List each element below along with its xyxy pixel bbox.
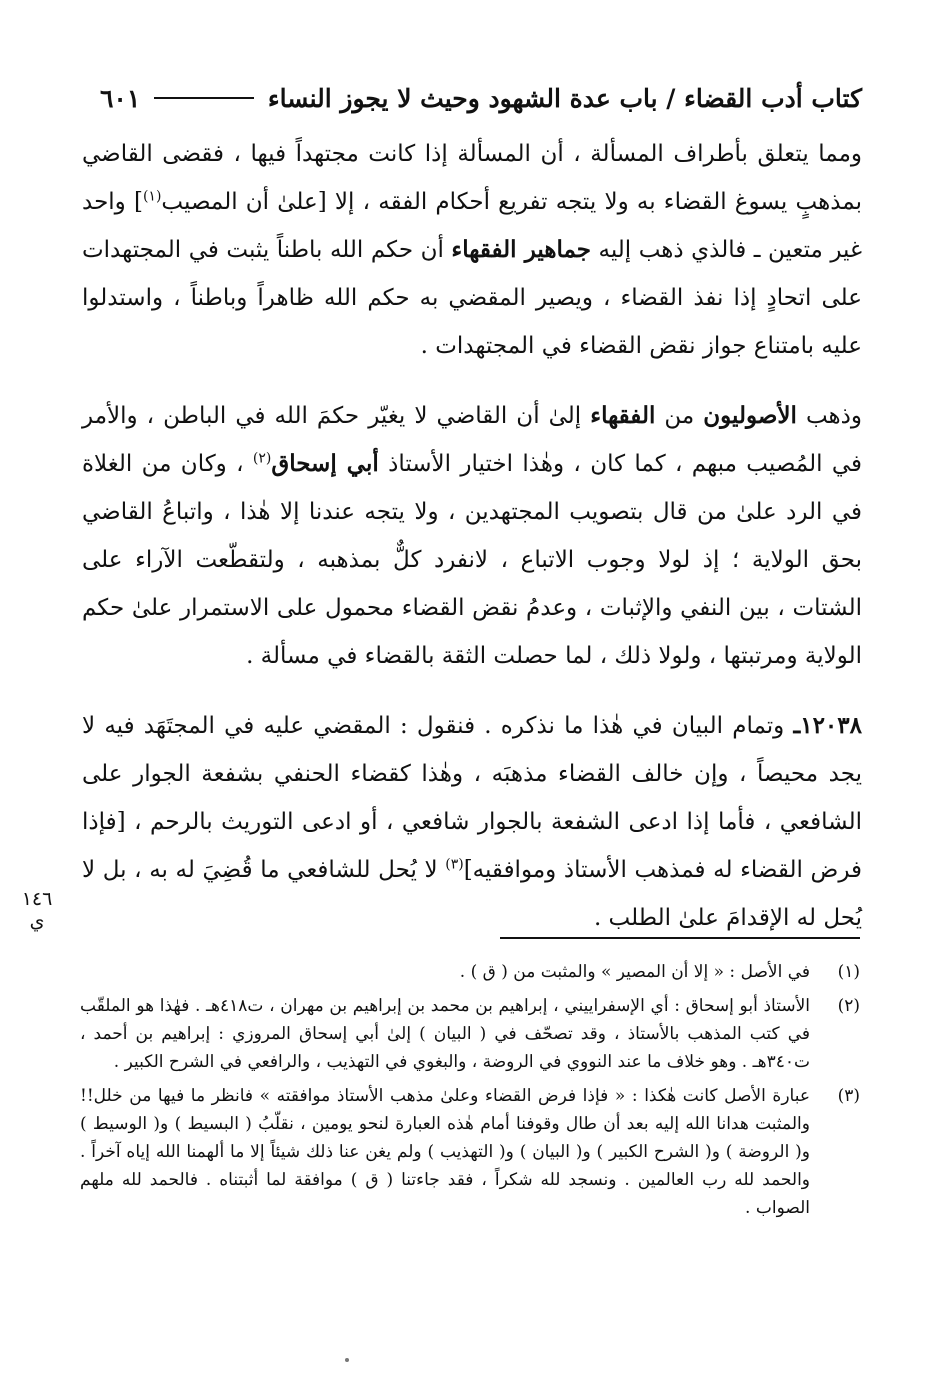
paragraph-2-text-b: من xyxy=(664,403,695,429)
footnote-text: الأستاذ أبو إسحاق : أي الإسفراييني ، إبراهيم بن محمد بن إبراهيم بن مهران ، ت٤١٨هـ . فهٰذا هو الملقّب في كتب المذهب بالأستاذ ، وقد تصحّف في ( البيان ) إلىٰ أبي إسحاق المروزي : إبراهيم بن أحمد ، ت٣٤٠هـ . وهو خلاف ما عند النووي في الروضة ، والبغوي في التهذيب ، والرافعي في الشرح الكبير . xyxy=(80,996,811,1072)
footnote-2 xyxy=(80,992,860,1076)
paragraph-1-text-a: ومما يتعلق بأطراف المسألة ، أن المسألة إذا كانت مجتهداً فيها ، فقضى القاضي بمذهبٍ يسوغ القضاء به ولا يتجه تفريع أحكام الفقه ، إلا [علىٰ أن المصيب xyxy=(82,141,862,215)
running-header xyxy=(100,78,862,118)
paragraph-2-text-a: وذهب xyxy=(805,403,863,429)
main-text xyxy=(82,130,862,942)
paragraph-3 xyxy=(82,702,862,942)
paragraph-2 xyxy=(82,392,862,680)
paragraph-2-text-c: إلىٰ أن القاضي لا يغيّر حكمَ الله في الباطن ، والأمر في المُصيب مبهم ، كما كان ، وهٰذا اختيار الأستاذ xyxy=(82,403,862,477)
chapter-title: كتاب أدب القضاء / باب عدة الشهود وحيث لا يجوز النساء xyxy=(267,83,862,113)
footnote-ref-3: (٣) xyxy=(445,856,464,873)
footnote-text: في الأصل : « إلا أن المصير » والمثبت من ( ق ) . xyxy=(459,962,810,982)
header-rule xyxy=(154,97,254,99)
paragraph-number: ١٢٠٣٨ـ xyxy=(793,712,862,739)
footnote-number: (٣) xyxy=(837,1086,860,1106)
footnote-text: عبارة الأصل كانت هٰكذا : « فإذا فرض القضاء وعلىٰ مذهب الأستاذ موافقته » فانظر ما فيها من خلل!! والمثبت هدانا الله إليه بعد أن طال وقوفنا أمام هٰذه العبارة لنحو يومين ، نقلّبُ ( البسيط ) و( الوسيط ) و( الروضة ) و( الشرح الكبير ) و( البيان ) و( التهذيب ) ولم يغن عنا ذلك شيئاً إلا ما ألهمنا الله إياه آخراً . والحمد لله رب العالمين . ونسجد لله شكراً ، فقد جاءتنا ( ق ) موافقة لما أثبتناه . فالحمد لله ملهم الصواب . xyxy=(80,1086,810,1218)
paragraph-3-text-b: لا يُحل للشافعي ما قُضِيَ له به ، بل لا يُحل له الإقدامَ علىٰ الطلب . xyxy=(82,857,862,931)
paragraph-1 xyxy=(82,130,862,370)
footnotes xyxy=(80,958,860,1228)
footnote-number: (٢) xyxy=(837,996,860,1016)
paragraph-3-text-a: وتمام البيان في هٰذا ما نذكره . فنقول : المقضي عليه في المجتَهَد فيه لا يجد محيصاً ، وإن خالف القضاء مذهبَه ، وهٰذا كقضاء الحنفي بشفعة الجوار على الشافعي ، فأما إذا ادعى الشفعة بالجوار شافعي ، أو ادعى التوريث بالرحم ، [فإذا فرض القضاء له فمذهب الأستاذ وموافقيه] xyxy=(82,713,863,883)
margin-note: ١٤٦ ي xyxy=(21,888,53,932)
paragraph-1-bold: جماهير الفقهاء xyxy=(451,236,591,263)
footnote-1 xyxy=(80,958,860,986)
paragraph-1-text-b: ] واحد غير متعين ـ فالذي ذهب إليه xyxy=(82,189,863,263)
scan-mark xyxy=(345,1358,349,1362)
footnote-ref-2: (٢) xyxy=(252,450,272,467)
paragraph-2-bold-1: الأصوليون xyxy=(703,402,797,429)
footnote-3 xyxy=(80,1082,860,1222)
footnote-number: (١) xyxy=(837,962,860,982)
page-number: ٦٠١ xyxy=(100,83,141,113)
paragraph-2-bold-3: أبي إسحاق xyxy=(271,450,379,477)
paragraph-2-text-d: ، وكان من الغلاة في الرد علىٰ من قال بتصويب المجتهدين ، ولا يتجه عندنا إلا هٰذا ، واتباعُ القاضي بحق الولاية ؛ إذ لولا وجوب الاتباع ، لانفرد كلٌّ بمذهبه ، ولتقطّعت الآراء على الشتات ، بين النفي والإثبات ، وعدمُ نقض القضاء محمول على الاستمرار علىٰ حكم الولاية ومرتبتها ، ولولا ذلك ، لما حصلت الثقة بالقضاء في مسألة . xyxy=(82,451,862,669)
paragraph-2-bold-2: الفقهاء xyxy=(590,402,656,429)
paragraph-1-text-c: أن حكم الله باطناً يثبت في المجتهدات على اتحادٍ إذا نفذ القضاء ، ويصير المقضي به حكم الله ظاهراً وباطناً ، واستدلوا عليه بامتناع جواز نقض القضاء في المجتهدات . xyxy=(82,237,862,359)
footnote-separator xyxy=(500,937,860,939)
footnote-ref-1: (١) xyxy=(142,188,162,205)
